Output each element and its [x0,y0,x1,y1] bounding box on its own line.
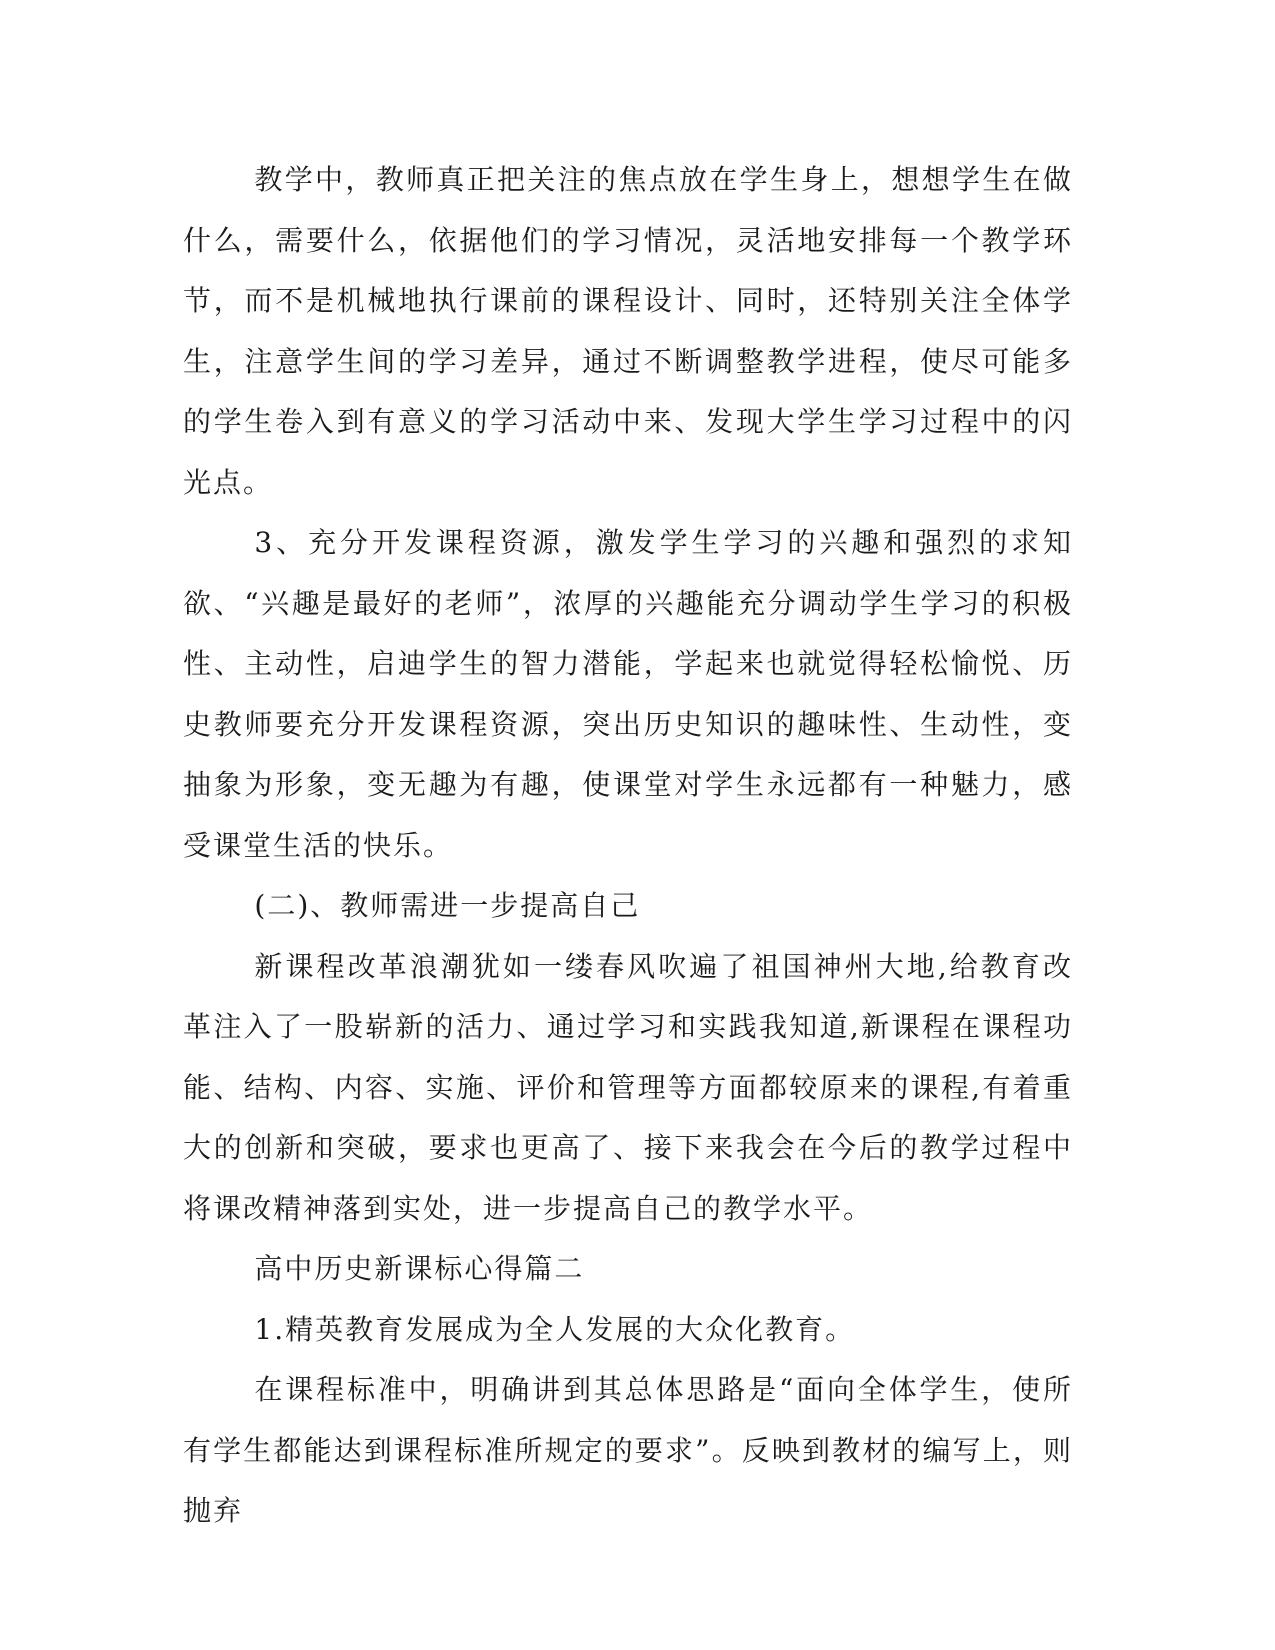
paragraph-curriculum-resources: 3、充分开发课程资源，激发学生学习的兴趣和强烈的求知欲、“兴趣是最好的老师”，浓厚的兴趣能充分调动学生学习的积极性、主动性，启迪学生的智力潜能，学起来也就觉得轻松愉悦、历史教师要充分开发课程资源，突出历史知识的趣味性、生动性，变抽象为形象，变无趣为有趣，使课堂对学生永远都有一种魅力，感受课堂生活的快乐。 [183,526,1073,862]
section-heading-improve-self: (二)、教师需进一步提高自己 [254,889,641,922]
point-heading-elite-education: 1.精英教育发展成为全人发展的大众化教育。 [254,1312,856,1346]
paragraph-curriculum-reform: 新课程改革浪潮犹如一缕春风吹遍了祖国神州大地,给教育改革注入了一股崭新的活力、通过学习和实践我知道,新课程在课程功能、结构、内容、实施、评价和管理等方面都较原来的课程,有着重大的创新和突破，要求也更高了、接下来我会在今后的教学过程中将课改精神落到实处，进一步提高自己的教学水平。 [183,949,1073,1225]
document-body [183,150,1073,1542]
article-title-part-two: 高中历史新课标心得篇二 [254,1252,585,1285]
paragraph-curriculum-standard: 在课程标准中，明确讲到其总体思路是“面向全体学生，使所有学生都能达到课程标准所规定的要求”。反映到教材的编写上，则抛弃 [183,1373,1073,1527]
paragraph-teacher-focus: 教学中，教师真正把关注的焦点放在学生身上，想想学生在做什么，需要什么，依据他们的学习情况，灵活地安排每一个教学环节，而不是机械地执行课前的课程设计、同时，还特别关注全体学生，注意学生间的学习差异，通过不断调整教学进程，使尽可能多的学生卷入到有意义的学习活动中来、发现大学生学习过程中的闪光点。 [183,163,1073,499]
